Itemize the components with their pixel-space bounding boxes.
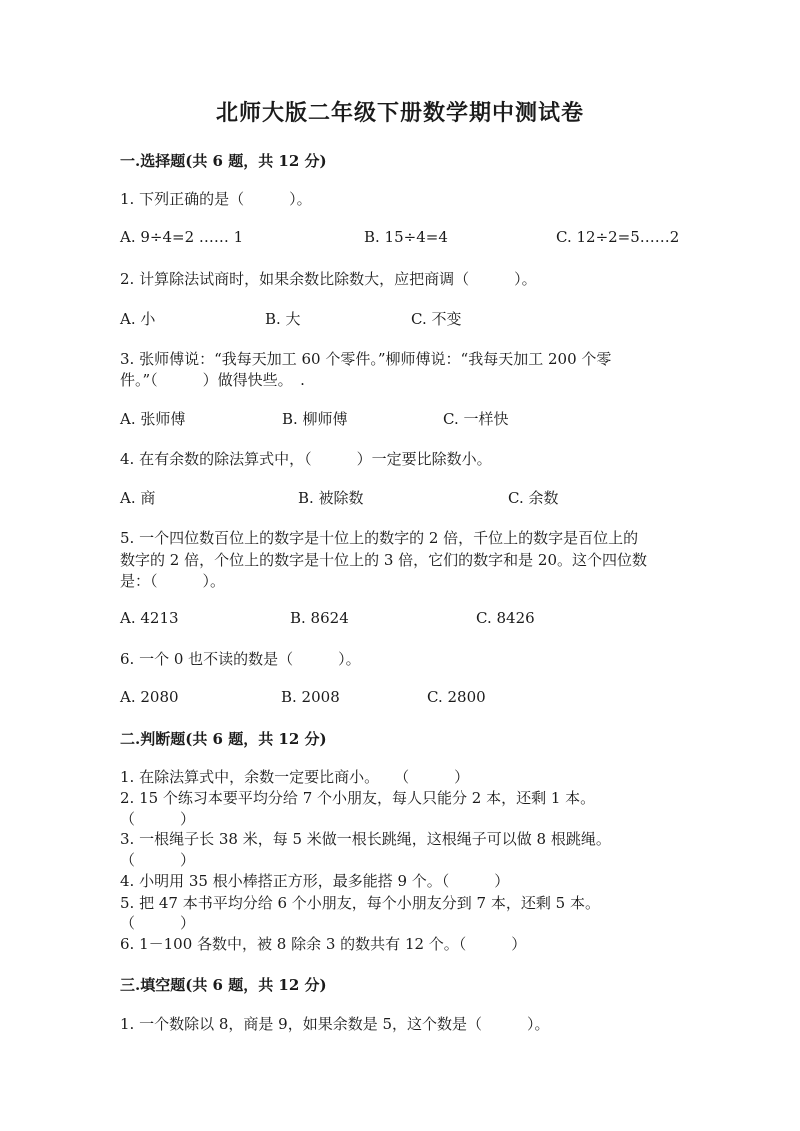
section-heading-fill: 三.填空题(共 6 题，共 12 分) bbox=[120, 976, 327, 994]
judgment-line: 3. 一根绳子长 38 米，每 5 米做一根长跳绳，这根绳子可以做 8 根跳绳。 bbox=[120, 830, 611, 848]
option-c: C. 不变 bbox=[411, 310, 462, 328]
option-b: B. 被除数 bbox=[298, 489, 364, 507]
option-c: C. 一样快 bbox=[443, 410, 509, 428]
option-c: C. 2800 bbox=[427, 688, 486, 706]
option-c: C. 余数 bbox=[508, 489, 559, 507]
fill-line: 1. 一个数除以 8，商是 9，如果余数是 5，这个数是（ ）。 bbox=[120, 1015, 550, 1033]
option-c: C. 12÷2=5……2 bbox=[556, 228, 680, 246]
question-text: 2. 计算除法试商时，如果余数比除数大，应把商调（ ）。 bbox=[120, 270, 537, 288]
answer-bracket: （ ） bbox=[120, 851, 196, 869]
judgment-line: 1. 在除法算式中，余数一定要比商小。 （ ） bbox=[120, 768, 470, 786]
option-b: B. 8624 bbox=[290, 609, 349, 627]
question-text-cont: 数字的 2 倍，个位上的数字是十位上的 3 倍，它们的数字和是 20。这个四位数 bbox=[120, 551, 648, 569]
section-heading-judgment: 二.判断题(共 6 题，共 12 分) bbox=[120, 730, 327, 748]
option-a: A. 9÷4=2 …… 1 bbox=[120, 228, 244, 246]
judgment-line: 4. 小明用 35 根小棒搭正方形，最多能搭 9 个。（ ） bbox=[120, 872, 510, 890]
option-b: B. 2008 bbox=[281, 688, 340, 706]
answer-bracket: （ ） bbox=[120, 914, 196, 932]
option-c: C. 8426 bbox=[476, 609, 535, 627]
question-text: 1. 下列正确的是（ ）。 bbox=[120, 190, 312, 208]
section-heading-choice: 一.选择题(共 6 题，共 12 分) bbox=[120, 152, 327, 170]
judgment-line: 6. 1－100 各数中，被 8 除余 3 的数共有 12 个。（ ） bbox=[120, 935, 527, 953]
judgment-line: 5. 把 47 本书平均分给 6 个小朋友，每个小朋友分到 7 本，还剩 5 本。 bbox=[120, 894, 600, 912]
judgment-line: 2. 15 个练习本要平均分给 7 个小朋友，每人只能分 2 本，还剩 1 本。 bbox=[120, 789, 596, 807]
option-a: A. 2080 bbox=[120, 688, 179, 706]
option-a: A. 张师傅 bbox=[120, 410, 186, 428]
option-a: A. 商 bbox=[120, 489, 156, 507]
answer-bracket: （ ） bbox=[120, 810, 196, 828]
option-b: B. 大 bbox=[265, 310, 301, 328]
option-b: B. 15÷4=4 bbox=[364, 228, 448, 246]
question-text: 6. 一个 0 也不读的数是（ ）。 bbox=[120, 650, 361, 668]
question-text: 3. 张师傅说：“我每天加工 60 个零件。”柳师傅说：“我每天加工 200 个零 bbox=[120, 350, 612, 368]
option-a: A. 小 bbox=[120, 310, 156, 328]
question-text: 5. 一个四位数百位上的数字是十位上的数字的 2 倍，千位上的数字是百位上的 bbox=[120, 529, 639, 547]
page-title: 北师大版二年级下册数学期中测试卷 bbox=[215, 100, 584, 126]
question-text-cont: 件。”（ ）做得快些。 . bbox=[120, 371, 305, 389]
question-text: 4. 在有余数的除法算式中，（ ）一定要比除数小。 bbox=[120, 450, 492, 468]
option-a: A. 4213 bbox=[120, 609, 179, 627]
question-text-cont: 是：（ ）。 bbox=[120, 572, 226, 590]
option-b: B. 柳师傅 bbox=[282, 410, 348, 428]
